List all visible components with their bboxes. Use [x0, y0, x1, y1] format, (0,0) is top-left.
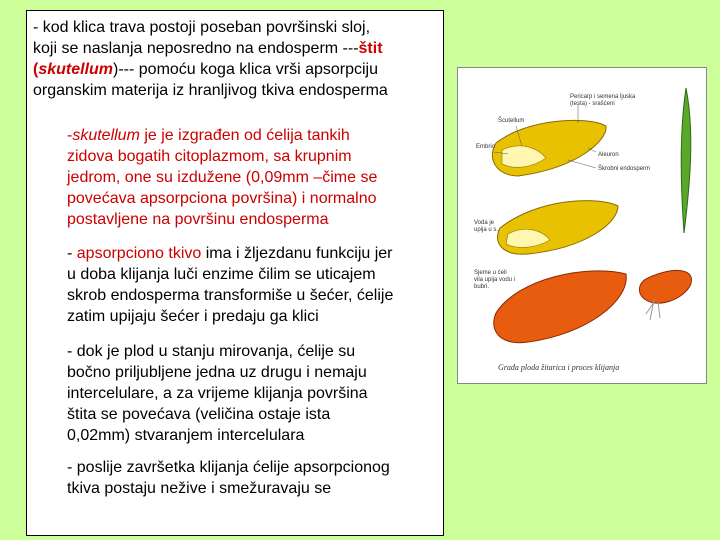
bullet-apsorpciono-tkivo	[67, 243, 437, 327]
intro-line-2-text: koji se naslanja neposredno na endosperm ---	[33, 40, 359, 57]
bullet1-line-3: jedrom, one su izdužene (0,09mm –čime se	[67, 169, 378, 186]
bullet3-line-4: štita se povećava (veličina ostaje ista	[67, 406, 331, 423]
bullet1-line-1	[67, 125, 437, 146]
label-pericarp-1: Pericarp i semena ljuska	[570, 94, 636, 100]
bullet2-term: apsorpciono tkivo	[76, 245, 202, 262]
seed-roots	[646, 300, 660, 320]
intro-line-3	[33, 59, 443, 80]
bullet3-line-5: 0,02mm) stvaranjem intercelulara	[67, 427, 305, 444]
label-sjeme-1: Sjeme u ćeli	[474, 270, 507, 276]
term-stit: štit	[358, 40, 383, 57]
bullet2-line-1-rest: ima i žljezdanu funkciju jer	[201, 245, 393, 262]
intro-line-3-text: )--- pomoću koga klica vrši apsorpciju	[113, 61, 378, 78]
intro-paragraph	[33, 17, 443, 101]
bullet3-line-1: - dok je plod u stanju mirovanja, ćelije su	[67, 343, 356, 360]
intro-line-4: organskim materija iz hranljivog tkiva endosperma	[33, 82, 388, 99]
label-sjeme-3: bubri.	[474, 284, 490, 290]
bullet1-line-2: zidova bogatih citoplazmom, sa krupnim	[67, 148, 352, 165]
bullet2-line-4: zatim upijaju šećer i predaju ga klici	[67, 308, 319, 325]
seed-orange-4	[639, 270, 691, 303]
label-sjeme-2: vila upija vodu i	[474, 277, 516, 283]
bullet1-line-1-rest: je je izgrađen od ćelija tankih	[139, 127, 350, 144]
bullet1-line-5: postavljene na površinu endosperma	[67, 211, 329, 228]
bullet-mirovanje	[67, 341, 437, 446]
bullet-skutellum	[67, 125, 437, 230]
bullet3-line-2: bočno priljubljene jedna uz drugu i nemaju	[67, 364, 367, 381]
bullet4-line-1: - poslije završetka klijanja ćelije apsorpcionog	[67, 459, 390, 476]
bullet2-line-3: skrob endosperma transformiše u šećer, ćelije	[67, 287, 394, 304]
bullet-poslije-klijanja	[67, 457, 443, 499]
seed-illustration	[458, 68, 708, 385]
bullet1-term: skutellum	[72, 127, 140, 144]
intro-line-1: - kod klica trava postoji poseban površinski sloj,	[33, 19, 371, 36]
label-embrio: Embrio	[476, 144, 496, 150]
sprout-leaf	[681, 88, 691, 233]
figure-caption: Građa ploda žitarica i proces klijanja	[498, 363, 620, 372]
text-panel	[26, 10, 444, 536]
bullet3-line-3: intercelulare, a za vrijeme klijanja površina	[67, 385, 368, 402]
bracket-open: (	[33, 61, 39, 78]
label-voda-2: upija u s..	[474, 227, 500, 233]
label-skrobni-endosperm: Škrobni endosperm	[598, 166, 651, 172]
bullet2-line-2: u doba klijanja luči enzime čilim se uticajem	[67, 266, 376, 283]
intro-line-2	[33, 38, 443, 59]
label-pericarp-2: (testa) - srašćeni	[570, 101, 615, 107]
label-voda-1: Voda je	[474, 220, 495, 226]
bullet2-line-1	[67, 243, 437, 264]
label-scutellum: Šcutellum	[498, 118, 525, 124]
bullet4-line-2: tkiva postaju nežive i smežuravaju se	[67, 480, 332, 497]
label-aleuron: Aleuron	[598, 152, 619, 158]
bullet1-dash: -	[67, 127, 73, 144]
bullet1-line-4: povećava apsorpciona površina) i normalno	[67, 190, 377, 207]
seed-germination-figure	[457, 67, 707, 384]
term-skutellum: skutellum	[38, 61, 114, 78]
bullet2-dash: -	[67, 245, 77, 262]
